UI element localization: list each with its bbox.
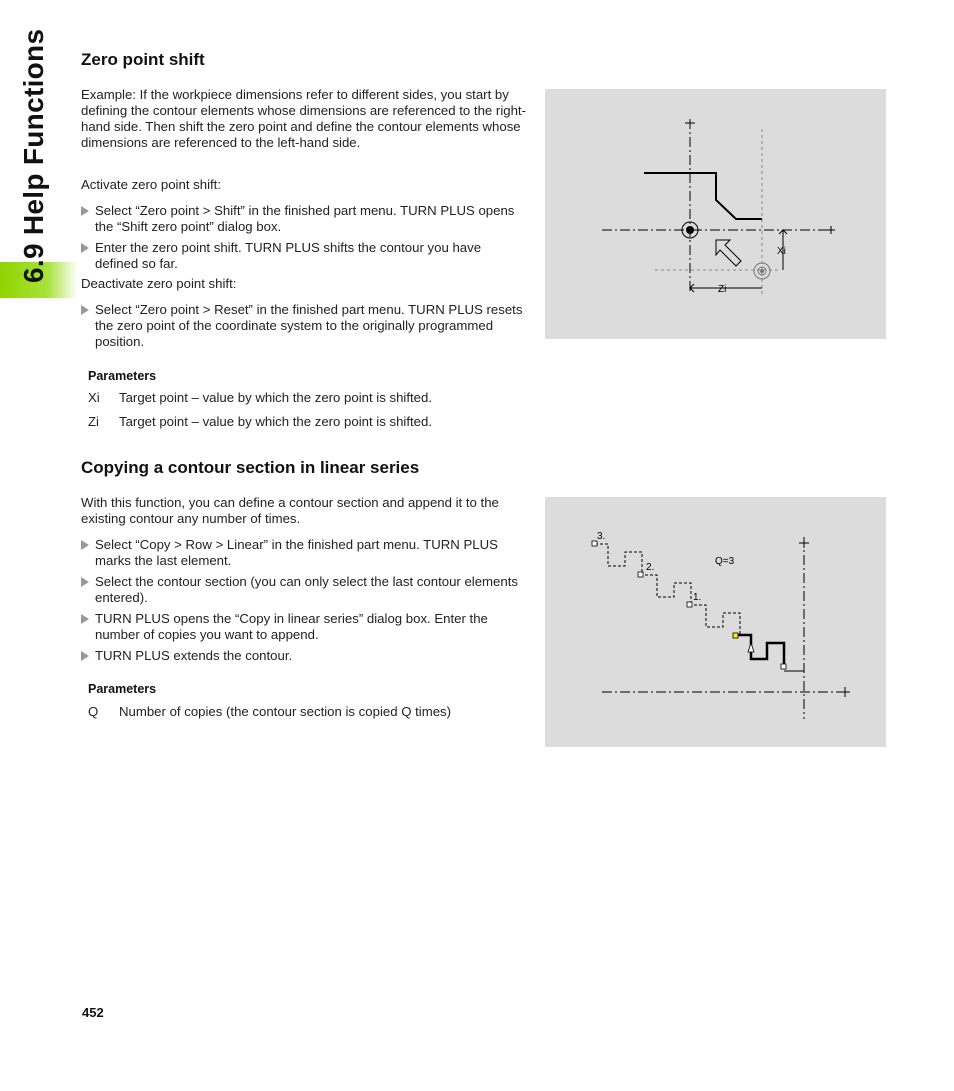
activate-step-2 xyxy=(81,240,526,272)
bullet-arrow-icon xyxy=(81,614,89,624)
step-text: Select “Zero point > Shift” in the finished part menu. TURN PLUS opens the “Shift zero point” dialog box. xyxy=(95,203,515,234)
label-copy-2: 2. xyxy=(646,562,655,573)
bullet-arrow-icon xyxy=(81,206,89,216)
parameter-symbol: Zi xyxy=(88,414,99,429)
copy-step-2 xyxy=(81,574,526,606)
deactivate-label: Deactivate zero point shift: xyxy=(81,276,237,291)
bullet-arrow-icon xyxy=(81,651,89,661)
step-text: Select “Zero point > Reset” in the finished part menu. TURN PLUS resets the zero point of the coordinate system to the originally programmed position. xyxy=(95,302,523,349)
copy-step-1 xyxy=(81,537,526,569)
step-text: Enter the zero point shift. TURN PLUS shifts the contour you have defined so far. xyxy=(95,240,482,271)
deactivate-step-1 xyxy=(81,302,526,350)
copy-step-4 xyxy=(81,648,526,664)
bullet-arrow-icon xyxy=(81,540,89,550)
copy-linear-series-figure xyxy=(545,497,886,747)
zero-point-shift-figure xyxy=(545,89,886,339)
parameter-row-zi xyxy=(88,414,432,429)
activate-step-1 xyxy=(81,203,526,235)
parameters-heading: Parameters xyxy=(88,369,157,383)
parameter-description: Number of copies (the contour section is copied Q times) xyxy=(119,704,452,719)
label-zi: Zi xyxy=(718,284,727,295)
bullet-arrow-icon xyxy=(81,243,89,253)
label-xi: Xi xyxy=(777,246,786,257)
label-copy-3: 3. xyxy=(597,531,606,542)
heading-copy-linear-series: Copying a contour section in linear series xyxy=(81,458,420,477)
parameter-row-q xyxy=(88,704,451,719)
label-copy-1: 1. xyxy=(693,592,702,603)
parameter-symbol: Q xyxy=(88,704,99,719)
bullet-arrow-icon xyxy=(81,305,89,315)
parameter-description: Target point – value by which the zero point is shifted. xyxy=(119,390,433,405)
activate-label: Activate zero point shift: xyxy=(81,177,222,192)
parameter-description: Target point – value by which the zero point is shifted. xyxy=(119,414,433,429)
label-q-value: Q=3 xyxy=(715,556,735,567)
zero-point-intro: Example: If the workpiece dimensions refer to different sides, you start by defining the contour elements whose dimensions are referenced to the right-hand side. Then shift the zero point and define the contour elements whose dimensions are referenced to the left-hand side. xyxy=(81,87,526,150)
parameter-symbol: Xi xyxy=(88,390,100,405)
step-text: TURN PLUS opens the “Copy in linear series” dialog box. Enter the number of copies you want to append. xyxy=(95,611,488,642)
bullet-arrow-icon xyxy=(81,577,89,587)
page-number: 452 xyxy=(82,1005,104,1020)
step-text: TURN PLUS extends the contour. xyxy=(95,648,293,663)
heading-zero-point-shift: Zero point shift xyxy=(81,50,205,69)
chapter-side-title: 6.9 Help Functions xyxy=(18,28,49,283)
parameters-heading: Parameters xyxy=(88,682,157,696)
copy-linear-intro: With this function, you can define a contour section and append it to the existing contour any number of times. xyxy=(81,495,499,526)
step-text: Select “Copy > Row > Linear” in the finished part menu. TURN PLUS marks the last element. xyxy=(95,537,498,568)
step-text: Select the contour section (you can only select the last contour elements entered). xyxy=(95,574,518,605)
copy-step-3 xyxy=(81,611,526,643)
parameter-row-xi xyxy=(88,390,432,405)
